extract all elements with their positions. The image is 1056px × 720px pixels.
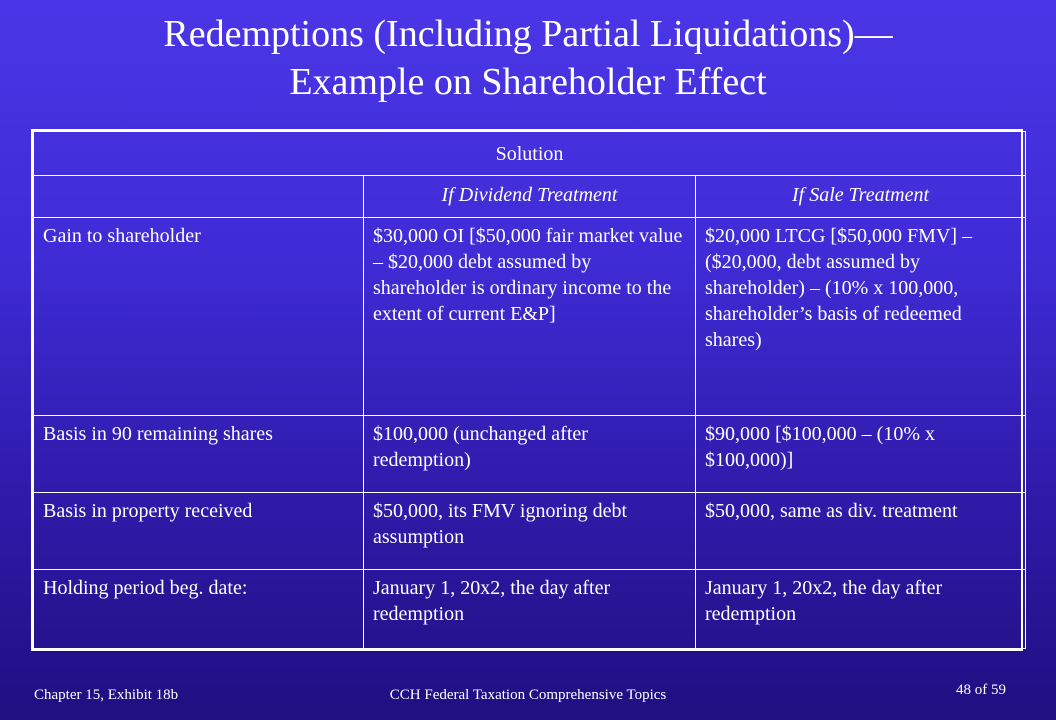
row-label: Basis in property received	[34, 493, 364, 570]
table-row	[34, 218, 1026, 416]
row-label: Basis in 90 remaining shares	[34, 416, 364, 493]
sale-cell: $90,000 [$100,000 – (10% x $100,000)]	[696, 416, 1026, 493]
table-header-row	[34, 176, 1026, 218]
table-title-row	[34, 132, 1026, 176]
footer-chapter: Chapter 15, Exhibit 18b	[34, 687, 179, 703]
dividend-cell: $100,000 (unchanged after redemption)	[364, 416, 696, 493]
sale-cell: $20,000 LTCG [$50,000 FMV] – ($20,000, debt assumed by shareholder) – (10% x 100,000, shareholder’s basis of redeemed shares)	[696, 218, 1026, 416]
solution-table	[31, 129, 1023, 651]
row-label: Gain to shareholder	[34, 218, 364, 416]
table-row	[34, 416, 1026, 493]
col-header-blank	[34, 176, 364, 218]
row-label: Holding period beg. date:	[34, 570, 364, 649]
table-row	[34, 493, 1026, 570]
table-row	[34, 570, 1026, 649]
sale-cell: $50,000, same as div. treatment	[696, 493, 1026, 570]
col-header-sale: If Sale Treatment	[696, 176, 1026, 218]
col-header-dividend: If Dividend Treatment	[364, 176, 696, 218]
dividend-cell: January 1, 20x2, the day after redemption	[364, 570, 696, 649]
title-line-2: Example on Shareholder Effect	[289, 61, 767, 103]
page-number: 48 of 59	[956, 682, 1006, 698]
sale-cell: January 1, 20x2, the day after redemption	[696, 570, 1026, 649]
solution-heading: Solution	[34, 132, 1026, 176]
dividend-cell: $30,000 OI [$50,000 fair market value – $20,000 debt assumed by shareholder is ordinary income to the extent of current E&P]	[364, 218, 696, 416]
footer-source: CCH Federal Taxation Comprehensive Topics	[389, 687, 667, 703]
title-line-1: Redemptions (Including Partial Liquidations)—	[163, 13, 893, 55]
slide-title	[0, 10, 1056, 106]
dividend-cell: $50,000, its FMV ignoring debt assumption	[364, 493, 696, 570]
